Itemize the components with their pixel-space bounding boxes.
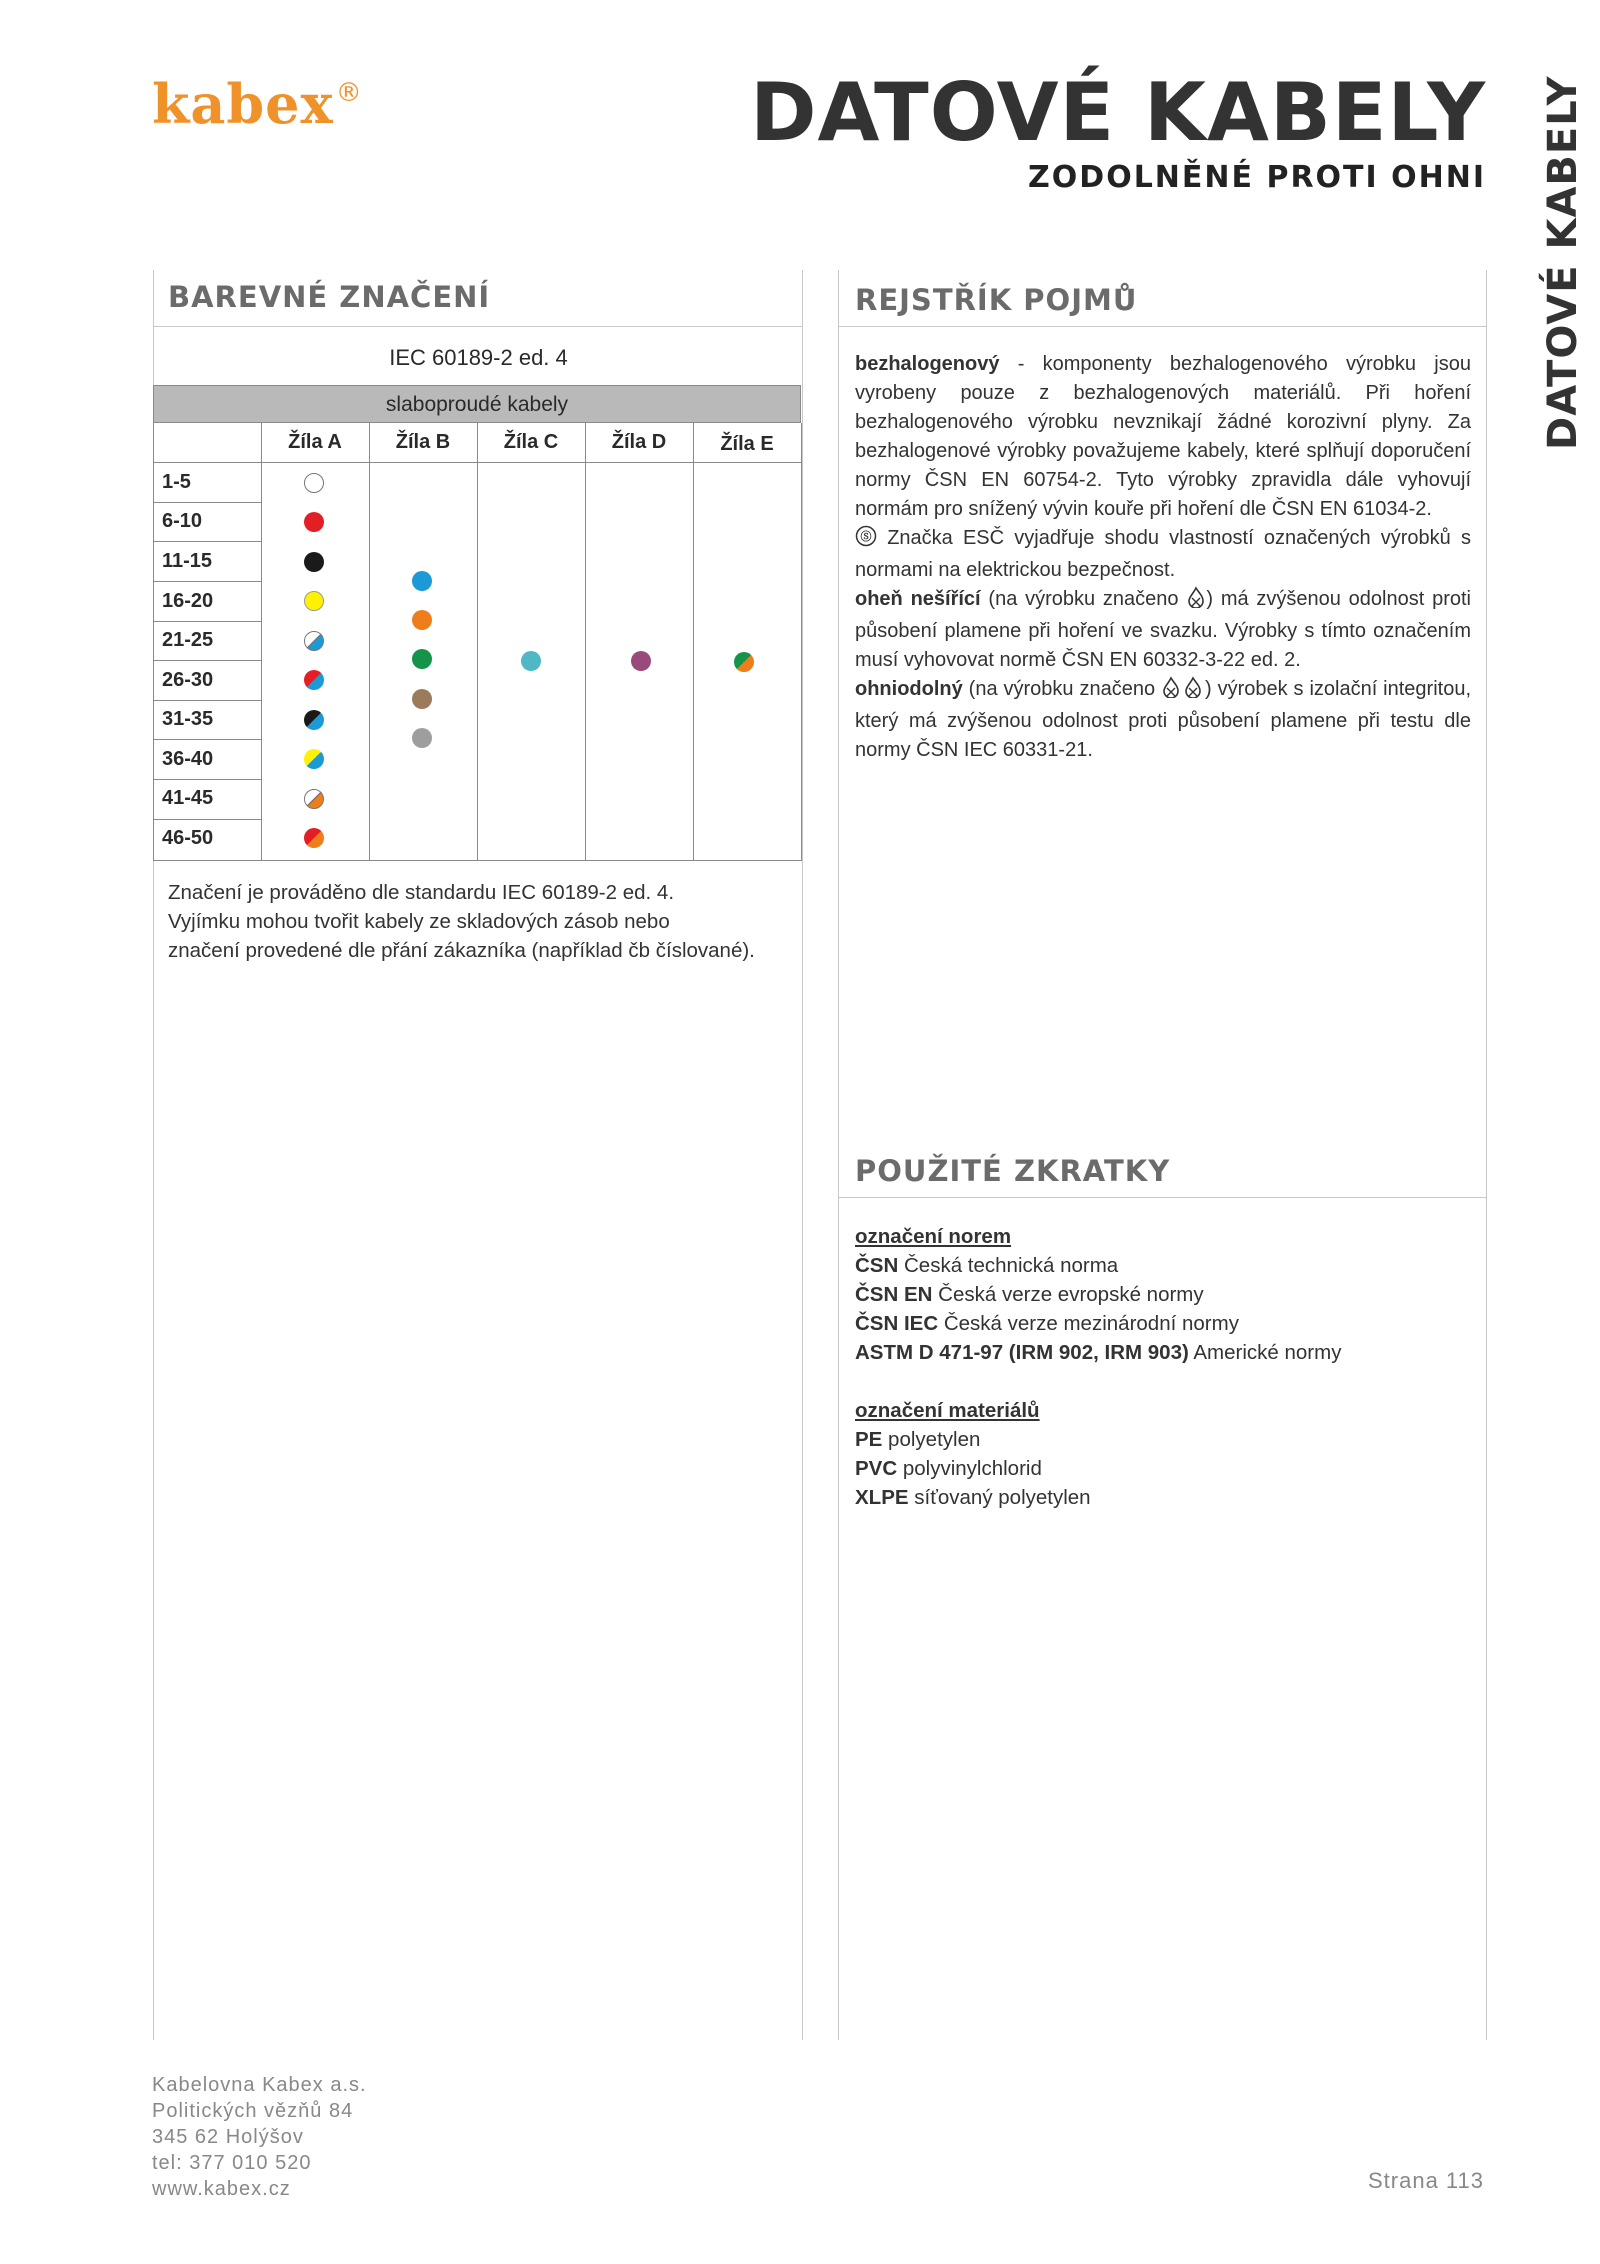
range-label: 1-5 <box>162 471 191 493</box>
abbr-code: ASTM D 471-97 (IRM 902, IRM 903) <box>855 1341 1189 1364</box>
abbr-code: XLPE <box>855 1486 909 1509</box>
color-dot-black-blue <box>304 710 324 730</box>
website-link[interactable]: www.kabex.cz <box>152 2178 291 2200</box>
table-standard: IEC 60189-2 ed. 4 <box>389 345 568 370</box>
address-line: Kabelovna Kabex a.s. <box>152 2074 367 2096</box>
glossary-entry <box>855 524 1471 585</box>
registered-mark: ® <box>335 78 363 108</box>
grid-right <box>801 423 802 861</box>
grid-col-5 <box>693 423 694 861</box>
abbr-row <box>855 1425 1475 1454</box>
glossary-heading: REJSTŘÍK POJMŮ <box>855 283 1138 317</box>
column-header-zila-d: Žíla D <box>611 431 667 453</box>
color-dot-red-blue <box>304 670 324 690</box>
note-line: Značení je prováděno dle standardu IEC 60189-2 ed. 4. <box>168 881 675 904</box>
grid-col-1 <box>261 423 262 861</box>
column-header-zila-a: Žíla A <box>288 431 342 453</box>
color-dot-white-orange <box>304 789 324 809</box>
color-dot-brown <box>412 689 432 709</box>
flame-retardant-icon <box>1186 586 1206 617</box>
esc-mark-icon <box>855 525 877 556</box>
term-text: (na výrobku značeno <box>980 588 1187 610</box>
range-label: 16-20 <box>162 590 214 612</box>
left-col-divider-right <box>802 270 803 2040</box>
term: ohniodolný <box>855 678 963 700</box>
color-dot-turquoise <box>521 651 541 671</box>
grid-row-5 <box>153 660 261 661</box>
color-coding-rule <box>153 326 803 327</box>
grid-row-9 <box>153 819 261 820</box>
note-line: Vyjímku mohou tvořit kabely ze skladových zásob nebo <box>168 910 670 933</box>
grid-col-2 <box>369 423 370 861</box>
color-dot-red-orange <box>304 828 324 848</box>
color-dot-red <box>304 512 324 532</box>
grid-row-7 <box>153 739 261 740</box>
color-dot-white-blue <box>304 631 324 651</box>
phone-line: tel: 377 010 520 <box>152 2152 312 2174</box>
term-text: Značka ESČ vyjadřuje shodu vlastností označených výrobků s normami na elektrickou bezpečnost. <box>855 527 1471 581</box>
fire-resistant-icon <box>1161 676 1205 707</box>
color-coding-heading: BAREVNÉ ZNAČENÍ <box>168 280 491 314</box>
norms-heading: označení norem <box>855 1225 1012 1248</box>
right-col-divider-left <box>838 270 839 2040</box>
abbr-desc: Česká verze mezinárodní normy <box>938 1312 1239 1335</box>
abbr-row <box>855 1251 1475 1280</box>
abbreviations-rule <box>838 1197 1487 1198</box>
abbr-row <box>855 1280 1475 1309</box>
abbr-row <box>855 1454 1475 1483</box>
grid-row-4 <box>153 621 261 622</box>
color-coding-note <box>168 878 808 965</box>
abbr-code: PVC <box>855 1457 898 1480</box>
abbr-row <box>855 1483 1475 1512</box>
note-line: značení provedené dle přání zákazníka (například čb číslované). <box>168 939 755 962</box>
color-dot-yellow-blue <box>304 749 324 769</box>
term-text: - komponenty bezhalogenového výrobku jsou vyrobeny pouze z bezhalogenových materiálů. Při hoření bezhalogenového výrobku nevznikají žádné korozivní plyny. Za bezhalogenové výrobky považujeme kabely, které splňují doporučení normy ČSN EN 60754-2. Tyto výrobky zpravidla dále vyhovují normám pro snížený vývin kouře při hoření dle ČSN EN 61034-2. <box>855 353 1471 520</box>
page-subtitle: ZODOLNĚNÉ PROTI OHNI <box>1028 160 1486 195</box>
range-label: 11-15 <box>162 550 213 572</box>
company-address <box>152 2072 367 2202</box>
table-group-header: slaboproudé kabely <box>153 385 801 423</box>
abbreviations-heading: POUŽITÉ ZKRATKY <box>855 1154 1171 1188</box>
abbr-row <box>855 1338 1475 1367</box>
column-header-zila-b: Žíla B <box>395 431 451 453</box>
side-title-text: DATOVÉ KABELY <box>1540 75 1586 450</box>
color-dot-green <box>412 649 432 669</box>
color-dot-green-orange <box>734 652 754 672</box>
page-number: Strana 113 <box>1367 2168 1484 2193</box>
term-text: (na výrobku značeno <box>962 678 1161 700</box>
abbr-code: ČSN IEC <box>855 1312 939 1335</box>
grid-row-8 <box>153 779 261 780</box>
term: bezhalogenový <box>855 353 1000 375</box>
abbr-desc: Americké normy <box>1188 1341 1342 1364</box>
svg-text:Ⓢ: Ⓢ <box>860 530 872 543</box>
glossary-entry <box>855 350 1471 524</box>
range-label: 21-25 <box>162 629 214 651</box>
glossary-entry <box>855 585 1471 675</box>
color-dot-blue <box>412 571 432 591</box>
range-label: 41-45 <box>162 787 214 809</box>
range-label: 6-10 <box>162 510 203 532</box>
abbr-desc: Česká verze evropské normy <box>932 1283 1204 1306</box>
color-dot-yellow <box>304 591 324 611</box>
right-col-divider-right <box>1486 270 1487 2040</box>
abbr-desc: síťovaný polyetylen <box>908 1486 1091 1509</box>
side-title <box>1540 75 1586 450</box>
color-dot-orange <box>412 610 432 630</box>
column-header-zila-e: Žíla E <box>720 433 774 455</box>
abbr-row <box>855 1309 1475 1338</box>
abbr-code: ČSN <box>855 1254 899 1277</box>
grid-row-3 <box>153 581 261 582</box>
grid-left <box>153 423 154 861</box>
color-dot-grey <box>412 728 432 748</box>
abbreviations-list <box>855 1222 1475 1512</box>
grid-row-6 <box>153 700 261 701</box>
term-text: ) výrobek s izolační integritou, který má zvýšenou odolnost proti působení plamene při testu dle normy ČSN IEC 60331-21. <box>855 678 1472 761</box>
address-line: 345 62 Holýšov <box>152 2126 304 2148</box>
range-label: 46-50 <box>162 827 214 849</box>
column-header-zila-c: Žíla C <box>503 431 559 453</box>
abbr-desc: polyvinylchlorid <box>897 1457 1042 1480</box>
range-label: 36-40 <box>162 748 214 770</box>
materials-heading: označení materiálů <box>855 1399 1040 1422</box>
abbr-code: ČSN EN <box>855 1283 933 1306</box>
grid-col-4 <box>585 423 586 861</box>
term-text: ) má zvýšenou odolnost proti působení plamene při hoření ve svazku. Výrobky s tímto označením musí vyhovovat normě ČSN EN 60332-3-22 ed. 2. <box>855 588 1472 671</box>
range-label: 26-30 <box>162 669 214 691</box>
company-logo <box>152 72 363 136</box>
glossary-rule <box>838 326 1487 327</box>
range-label: 31-35 <box>162 708 214 730</box>
grid-row-1 <box>153 502 261 503</box>
abbr-code: PE <box>855 1428 883 1451</box>
abbr-desc: Česká technická norma <box>898 1254 1119 1277</box>
color-dot-violet <box>631 651 651 671</box>
spacer <box>855 1367 1475 1396</box>
grid-row-2 <box>153 541 261 542</box>
glossary-entry <box>855 675 1471 765</box>
color-dot-white <box>304 473 324 493</box>
grid-col-3 <box>477 423 478 861</box>
abbr-desc: polyetylen <box>882 1428 981 1451</box>
logo-text: kabex <box>152 72 334 136</box>
term: oheň nešířící <box>855 588 981 610</box>
color-dot-black <box>304 552 324 572</box>
glossary-body <box>855 350 1471 765</box>
page-title: DATOVÉ KABELY <box>750 66 1486 159</box>
address-line: Politických vězňů 84 <box>152 2100 354 2122</box>
